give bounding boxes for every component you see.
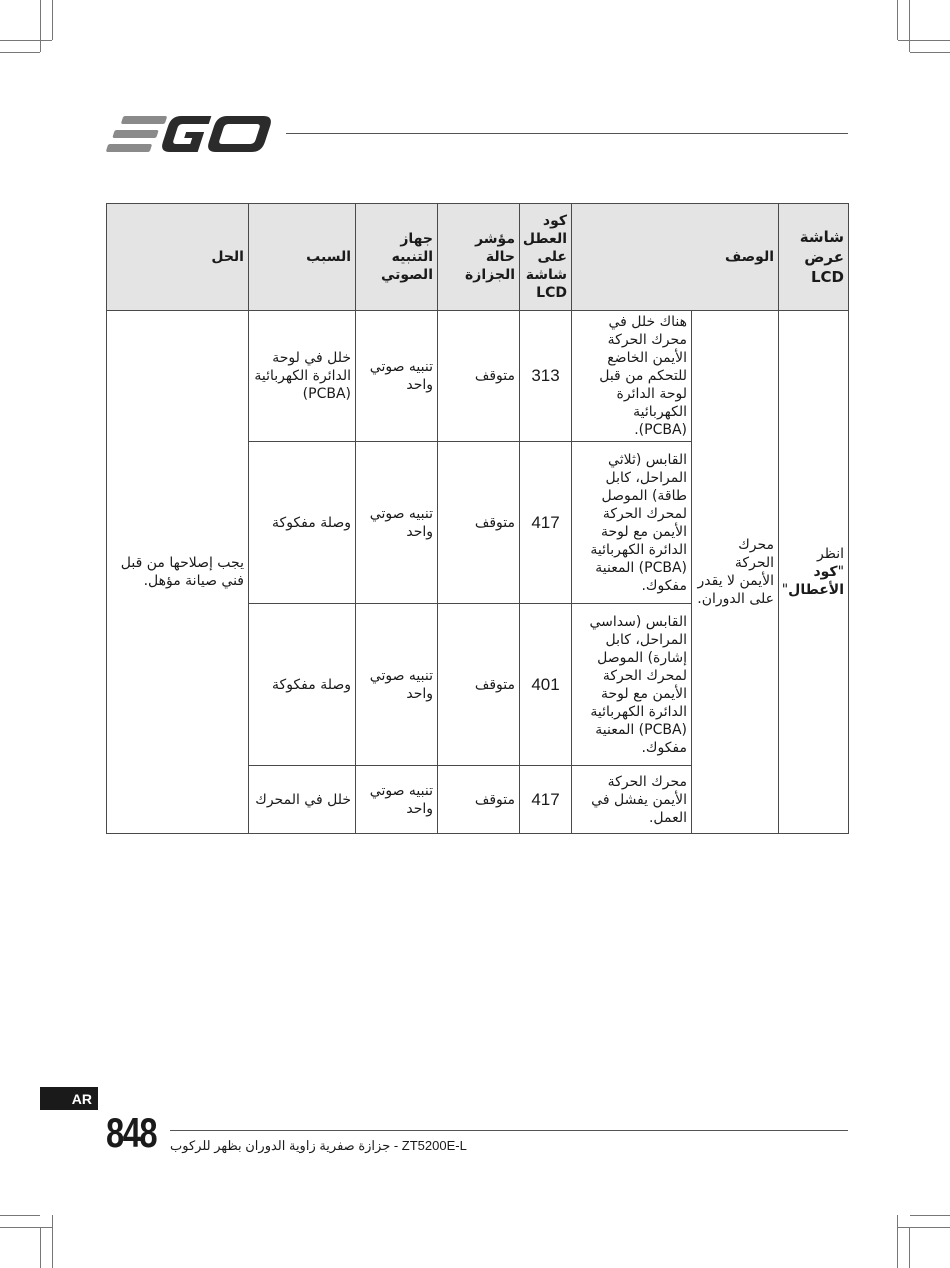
fault-code: 313 <box>520 311 572 442</box>
solution-value: يجب إصلاحها من قبل فني صيانة مؤهل. <box>107 311 249 834</box>
fault-code: 401 <box>520 604 572 766</box>
crop-mark <box>52 0 53 40</box>
crop-mark <box>52 1215 53 1268</box>
crop-mark <box>898 1227 950 1228</box>
lcd-link-text: كود الأعطال <box>788 564 845 598</box>
lcd-reference-cell <box>779 311 849 834</box>
footer-rule <box>170 1130 848 1131</box>
crop-mark <box>0 52 40 53</box>
cause-value: خلل في لوحة الدائرة الكهربائية (PCBA) <box>249 311 356 442</box>
detail-description: هناك خلل في محرك الحركة الأيمن الخاضع للتحكم من قبل لوحة الدائرة الكهربائية (PCBA). <box>572 311 692 442</box>
header-rule <box>286 133 848 134</box>
status-value: متوقف <box>438 311 520 442</box>
crop-mark <box>910 1215 950 1216</box>
header-status: مؤشر حالة الجزازة <box>438 204 520 311</box>
header-cause: السبب <box>249 204 356 311</box>
status-value: متوقف <box>438 442 520 604</box>
detail-description: القابس (ثلاثي المراحل، كابل طاقة) الموصل لمحرك الحركة الأيمن مع لوحة الدائرة الكهربائية (PCBA) المعنية مفكوك. <box>572 442 692 604</box>
buzzer-value: تنبيه صوتي واحد <box>356 311 438 442</box>
status-value: متوقف <box>438 604 520 766</box>
crop-mark <box>0 40 52 41</box>
crop-mark <box>0 1215 40 1216</box>
cause-value: خلل في المحرك <box>249 766 356 834</box>
crop-mark <box>897 1215 898 1268</box>
status-value: متوقف <box>438 766 520 834</box>
page-number: 848 <box>106 1109 156 1156</box>
cause-value: وصلة مفكوكة <box>249 604 356 766</box>
crop-mark <box>897 0 898 40</box>
lcd-prefix: انظر " <box>817 546 845 580</box>
buzzer-value: تنبيه صوتي واحد <box>356 604 438 766</box>
crop-mark <box>909 1227 910 1268</box>
detail-description: القابس (سداسي المراحل، كابل إشارة) الموصل لمحرك الحركة الأيمن مع لوحة الدائرة الكهربائية (PCBA) المعنية مفكوك. <box>572 604 692 766</box>
crop-mark <box>910 52 950 53</box>
ego-logo <box>106 114 278 154</box>
detail-description: محرك الحركة الأيمن يفشل في العمل. <box>572 766 692 834</box>
fault-code: 417 <box>520 766 572 834</box>
fault-code: 417 <box>520 442 572 604</box>
lcd-suffix: " <box>781 582 789 598</box>
buzzer-value: تنبيه صوتي واحد <box>356 766 438 834</box>
header-code: كود العطل على شاشة LCD <box>520 204 572 311</box>
crop-mark <box>0 1227 52 1228</box>
language-badge: AR <box>40 1087 98 1110</box>
table-row <box>107 311 849 442</box>
fault-code-table <box>106 203 849 834</box>
crop-mark <box>40 0 41 52</box>
table-header-row <box>107 204 849 311</box>
crop-mark <box>909 0 910 52</box>
buzzer-value: تنبيه صوتي واحد <box>356 442 438 604</box>
crop-mark <box>40 1227 41 1268</box>
header-description: الوصف <box>572 204 779 311</box>
main-description: محرك الحركة الأيمن لا يقدر على الدوران. <box>692 311 779 834</box>
document-title: ZT5200E-L - جزازة صفرية زاوية الدوران بظهر للركوب <box>170 1138 467 1153</box>
crop-mark <box>898 40 950 41</box>
header-lcd: شاشة عرض LCD <box>779 204 849 311</box>
cause-value: وصلة مفكوكة <box>249 442 356 604</box>
header-buzzer: جهاز التنبيه الصوتي <box>356 204 438 311</box>
header-solution: الحل <box>107 204 249 311</box>
